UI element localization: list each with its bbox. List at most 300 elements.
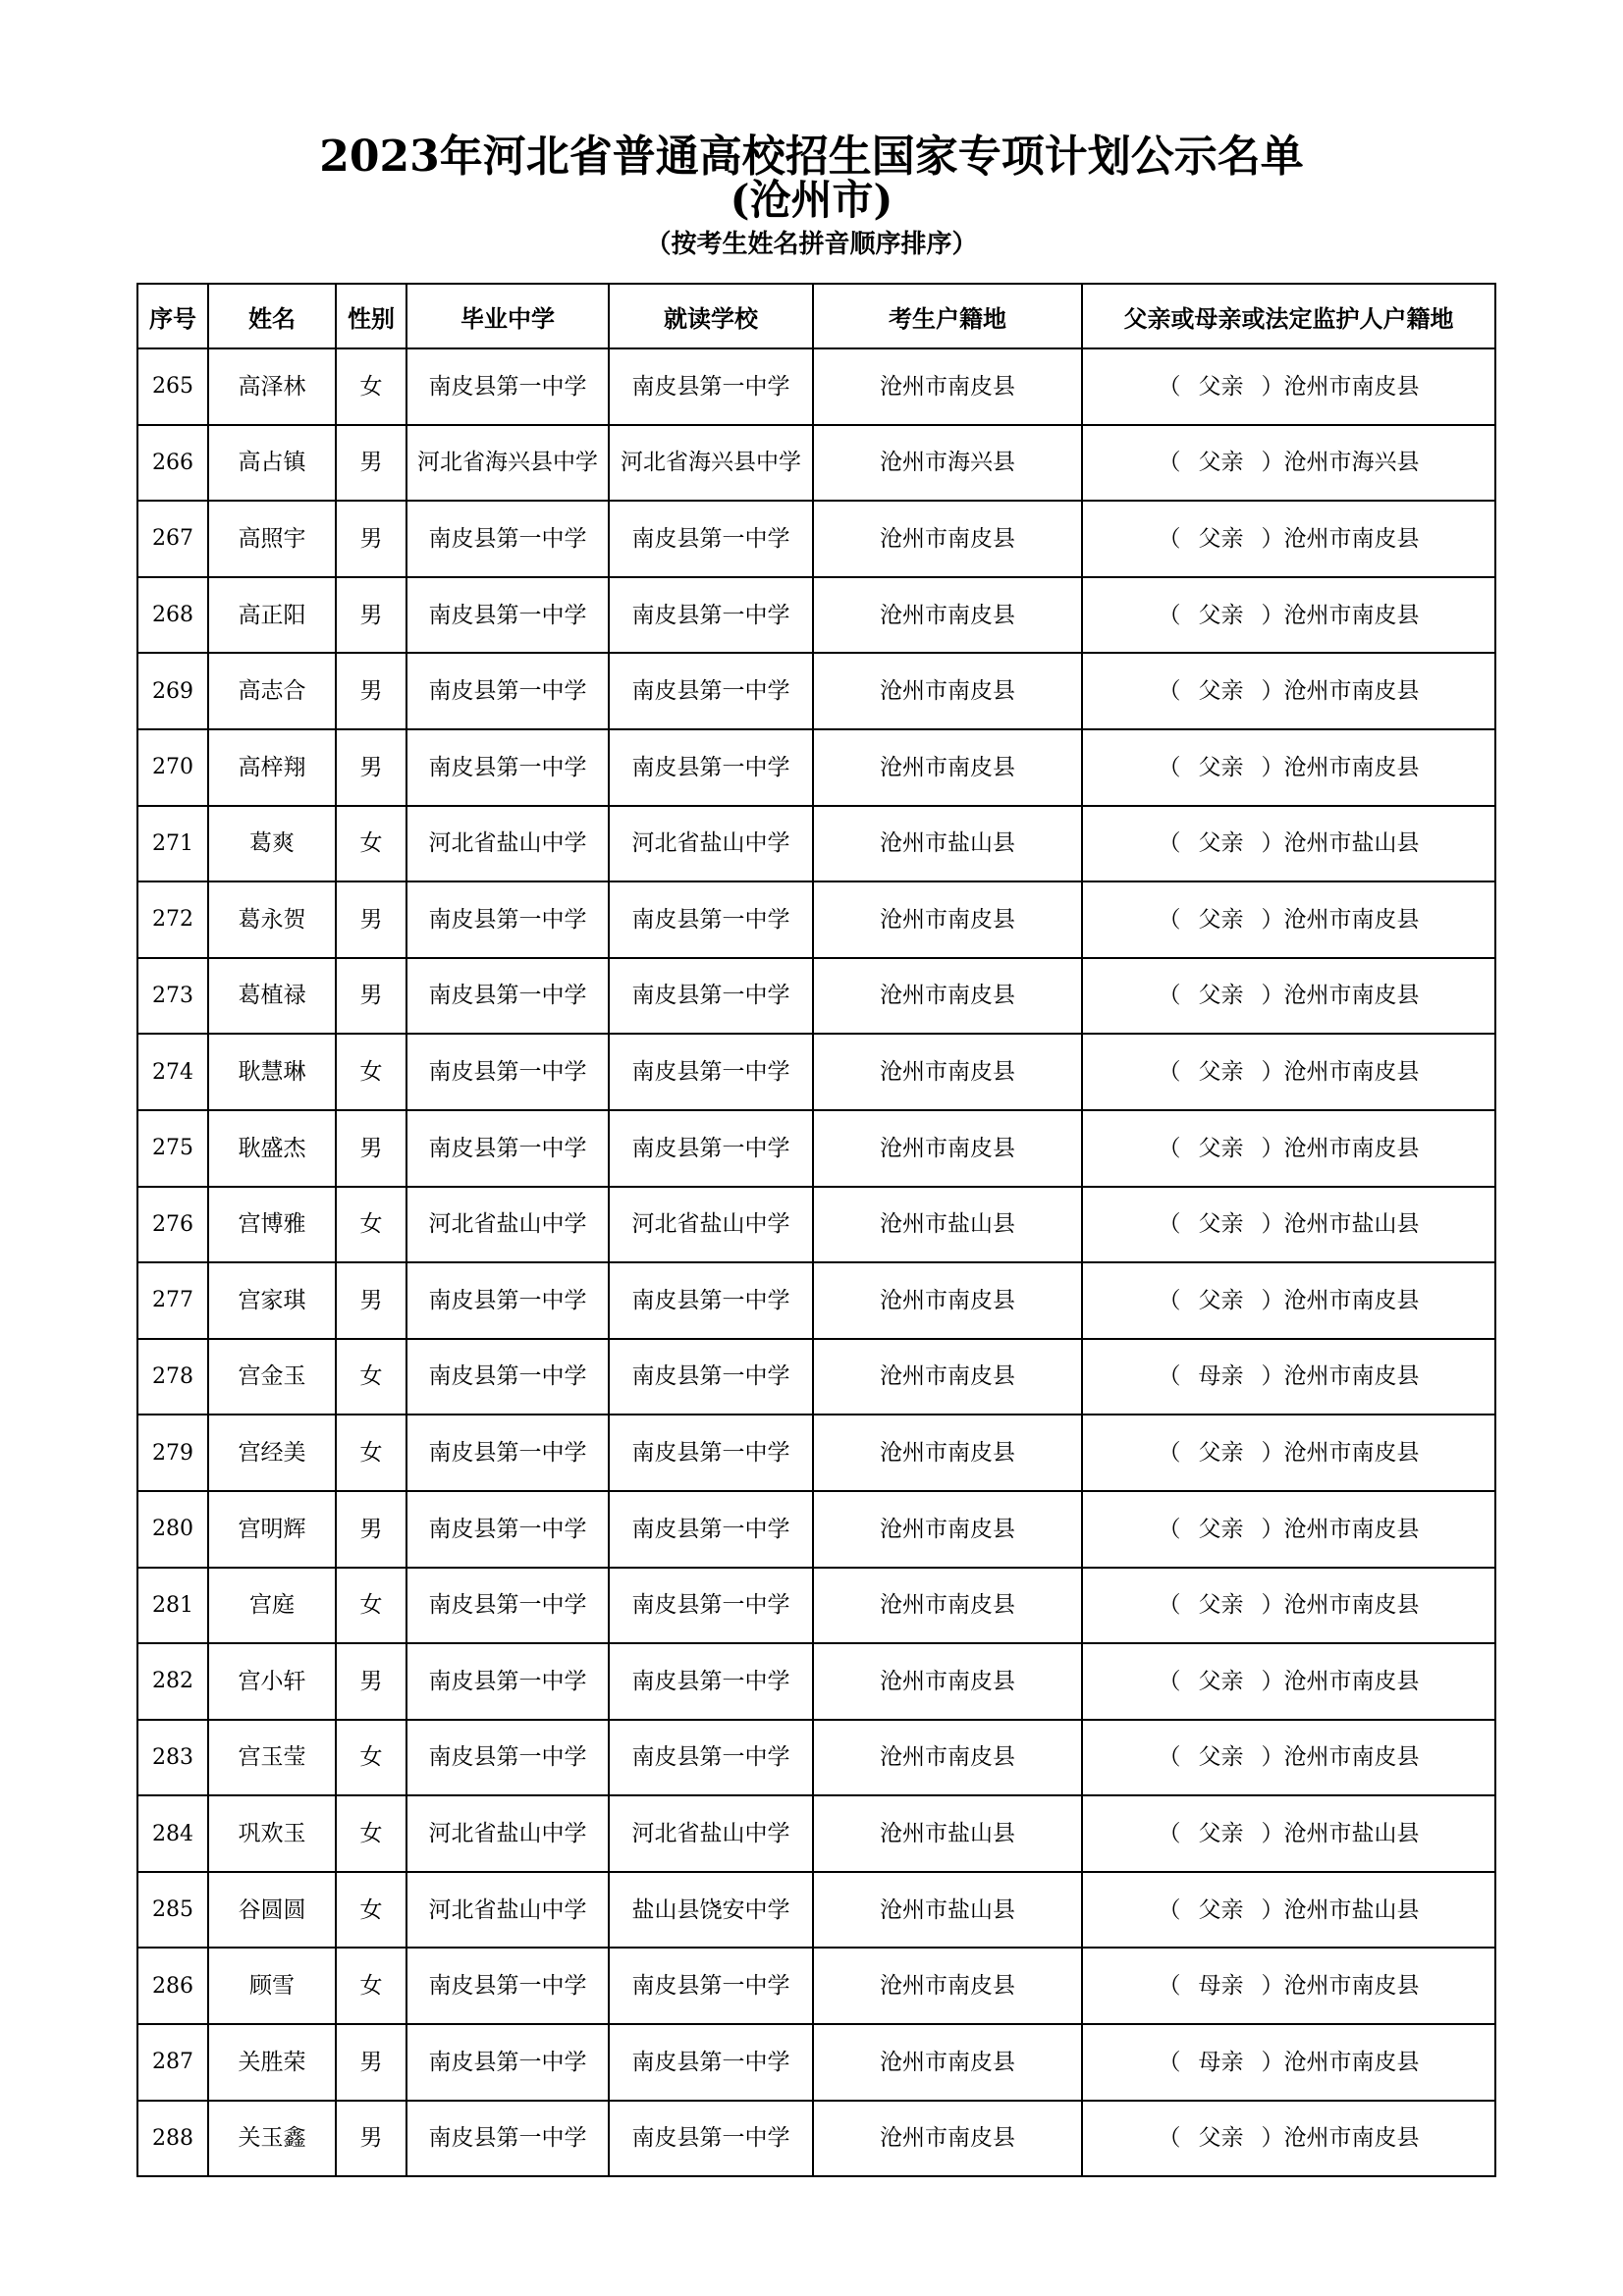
row-no-cell: 267	[137, 501, 208, 577]
guardian-relation: 父亲	[1198, 1821, 1244, 1846]
table-body	[137, 348, 1495, 2176]
row-name-cell: 高正阳	[208, 577, 336, 654]
row-no-cell: 281	[137, 1568, 208, 1644]
row-hukou-cell: 沧州市南皮县	[813, 1339, 1082, 1415]
row-hukou-cell: 沧州市南皮县	[813, 881, 1082, 958]
col-header-guardian-hukou: 父亲或母亲或法定监护人户籍地	[1082, 284, 1495, 348]
table-row	[137, 1262, 1495, 1339]
close-paren: ）	[1261, 1744, 1284, 1771]
guardian-hukou: 沧州市南皮县	[1283, 983, 1420, 1009]
open-paren: （	[1158, 1287, 1181, 1313]
row-name-cell: 宫经美	[208, 1415, 336, 1491]
open-paren: （	[1158, 754, 1181, 780]
table-row	[137, 881, 1495, 958]
row-hukou-cell: 沧州市南皮县	[813, 729, 1082, 806]
row-study-school-cell: 南皮县第一中学	[609, 1720, 813, 1796]
row-grad-school-cell: 河北省盐山中学	[406, 1187, 609, 1263]
row-grad-school-cell: 南皮县第一中学	[406, 1720, 609, 1796]
row-no-cell: 270	[137, 729, 208, 806]
open-paren: （	[1158, 1896, 1181, 1923]
row-no-cell: 266	[137, 425, 208, 502]
row-grad-school-cell: 南皮县第一中学	[406, 881, 609, 958]
guardian-hukou: 沧州市南皮县	[1283, 678, 1420, 705]
row-gender-cell: 男	[336, 577, 406, 654]
row-no-cell: 285	[137, 1872, 208, 1949]
page-subtitle: (沧州市)	[730, 176, 893, 224]
guardian-hukou: 沧州市南皮县	[1283, 1135, 1420, 1161]
table-row	[137, 1720, 1495, 1796]
row-grad-school-cell: 南皮县第一中学	[406, 501, 609, 577]
row-gender-cell: 男	[336, 425, 406, 502]
row-grad-school-cell: 南皮县第一中学	[406, 1110, 609, 1187]
row-guardian-hukou-cell	[1082, 577, 1495, 654]
guardian-hukou: 沧州市盐山县	[1283, 1211, 1420, 1238]
col-header-name: 姓名	[208, 284, 336, 348]
close-paren: ）	[1261, 754, 1284, 780]
row-guardian-hukou-cell	[1082, 881, 1495, 958]
open-paren: （	[1158, 1668, 1181, 1694]
row-guardian-hukou-cell	[1082, 2024, 1495, 2101]
row-hukou-cell: 沧州市盐山县	[813, 806, 1082, 882]
row-name-cell: 高泽林	[208, 348, 336, 425]
row-gender-cell: 男	[336, 1110, 406, 1187]
guardian-hukou: 沧州市南皮县	[1283, 1973, 1420, 2000]
row-guardian-hukou-cell	[1082, 806, 1495, 882]
row-gender-cell: 女	[336, 1795, 406, 1872]
guardian-relation: 父亲	[1198, 2125, 1244, 2152]
table-row	[137, 577, 1495, 654]
row-name-cell: 宫小轩	[208, 1643, 336, 1720]
close-paren: ）	[1261, 678, 1284, 705]
row-no-cell: 277	[137, 1262, 208, 1339]
guardian-hukou: 沧州市南皮县	[1283, 754, 1420, 780]
row-grad-school-cell: 南皮县第一中学	[406, 958, 609, 1035]
row-study-school-cell: 南皮县第一中学	[609, 1110, 813, 1187]
guardian-relation: 父亲	[1198, 754, 1244, 780]
row-gender-cell: 女	[336, 1415, 406, 1491]
row-guardian-hukou-cell	[1082, 1262, 1495, 1339]
row-gender-cell: 女	[336, 1187, 406, 1263]
row-grad-school-cell: 河北省盐山中学	[406, 806, 609, 882]
row-guardian-hukou-cell	[1082, 1415, 1495, 1491]
row-study-school-cell: 南皮县第一中学	[609, 1948, 813, 2024]
row-hukou-cell: 沧州市南皮县	[813, 1262, 1082, 1339]
row-guardian-hukou-cell	[1082, 1720, 1495, 1796]
close-paren: ）	[1261, 1973, 1284, 2000]
row-name-cell: 顾雪	[208, 1948, 336, 2024]
row-hukou-cell: 沧州市南皮县	[813, 1034, 1082, 1110]
row-study-school-cell: 南皮县第一中学	[609, 729, 813, 806]
row-no-cell: 284	[137, 1795, 208, 1872]
table-row	[137, 1948, 1495, 2024]
row-gender-cell: 男	[336, 2101, 406, 2177]
row-gender-cell: 男	[336, 2024, 406, 2101]
row-gender-cell: 女	[336, 806, 406, 882]
row-hukou-cell: 沧州市南皮县	[813, 501, 1082, 577]
table-row	[137, 2024, 1495, 2101]
open-paren: （	[1158, 1135, 1181, 1161]
guardian-relation: 母亲	[1198, 1363, 1244, 1390]
row-guardian-hukou-cell	[1082, 348, 1495, 425]
guardian-hukou: 沧州市南皮县	[1283, 1744, 1420, 1771]
guardian-hukou: 沧州市南皮县	[1283, 373, 1420, 400]
guardian-relation: 父亲	[1198, 1744, 1244, 1771]
close-paren: ）	[1261, 1287, 1284, 1313]
table-header-row	[137, 284, 1495, 348]
row-grad-school-cell: 南皮县第一中学	[406, 1339, 609, 1415]
row-hukou-cell: 沧州市南皮县	[813, 1110, 1082, 1187]
row-hukou-cell: 沧州市南皮县	[813, 1643, 1082, 1720]
row-grad-school-cell: 南皮县第一中学	[406, 1568, 609, 1644]
guardian-relation: 父亲	[1198, 678, 1244, 705]
guardian-relation: 父亲	[1198, 1516, 1244, 1542]
row-guardian-hukou-cell	[1082, 2101, 1495, 2177]
col-header-gender: 性别	[336, 284, 406, 348]
guardian-hukou: 沧州市南皮县	[1283, 906, 1420, 933]
guardian-hukou: 沧州市南皮县	[1283, 1516, 1420, 1542]
row-hukou-cell: 沧州市海兴县	[813, 425, 1082, 502]
row-grad-school-cell: 南皮县第一中学	[406, 1262, 609, 1339]
guardian-hukou: 沧州市南皮县	[1283, 1059, 1420, 1086]
row-guardian-hukou-cell	[1082, 729, 1495, 806]
open-paren: （	[1158, 1516, 1181, 1542]
open-paren: （	[1158, 983, 1181, 1009]
guardian-relation: 父亲	[1198, 1668, 1244, 1694]
row-gender-cell: 男	[336, 958, 406, 1035]
col-header-no: 序号	[137, 284, 208, 348]
close-paren: ）	[1261, 373, 1284, 400]
open-paren: （	[1158, 2125, 1181, 2152]
row-guardian-hukou-cell	[1082, 958, 1495, 1035]
col-header-study-school: 就读学校	[609, 284, 813, 348]
row-hukou-cell: 沧州市南皮县	[813, 2101, 1082, 2177]
row-guardian-hukou-cell	[1082, 425, 1495, 502]
table-row	[137, 1110, 1495, 1187]
row-grad-school-cell: 河北省海兴县中学	[406, 425, 609, 502]
guardian-relation: 父亲	[1198, 983, 1244, 1009]
guardian-relation: 父亲	[1198, 602, 1244, 628]
open-paren: （	[1158, 906, 1181, 933]
open-paren: （	[1158, 678, 1181, 705]
close-paren: ）	[1261, 983, 1284, 1009]
row-gender-cell: 男	[336, 1262, 406, 1339]
table-row	[137, 501, 1495, 577]
close-paren: ）	[1261, 830, 1284, 857]
guardian-hukou: 沧州市盐山县	[1283, 1821, 1420, 1846]
row-study-school-cell: 南皮县第一中学	[609, 1034, 813, 1110]
row-gender-cell: 女	[336, 1872, 406, 1949]
guardian-hukou: 沧州市南皮县	[1283, 1287, 1420, 1313]
row-study-school-cell: 南皮县第一中学	[609, 348, 813, 425]
row-gender-cell: 女	[336, 1948, 406, 2024]
row-grad-school-cell: 南皮县第一中学	[406, 1948, 609, 2024]
open-paren: （	[1158, 1059, 1181, 1086]
row-name-cell: 葛爽	[208, 806, 336, 882]
row-gender-cell: 男	[336, 1643, 406, 1720]
row-study-school-cell: 南皮县第一中学	[609, 1643, 813, 1720]
close-paren: ）	[1261, 1059, 1284, 1086]
row-hukou-cell: 沧州市南皮县	[813, 348, 1082, 425]
table-row	[137, 348, 1495, 425]
close-paren: ）	[1261, 1440, 1284, 1467]
row-name-cell: 耿盛杰	[208, 1110, 336, 1187]
row-grad-school-cell: 南皮县第一中学	[406, 729, 609, 806]
table-row	[137, 1795, 1495, 1872]
row-study-school-cell: 南皮县第一中学	[609, 958, 813, 1035]
guardian-hukou: 沧州市南皮县	[1283, 602, 1420, 628]
row-study-school-cell: 河北省海兴县中学	[609, 425, 813, 502]
guardian-relation: 父亲	[1198, 525, 1244, 552]
row-grad-school-cell: 河北省盐山中学	[406, 1872, 609, 1949]
table-row	[137, 653, 1495, 729]
row-name-cell: 宫博雅	[208, 1187, 336, 1263]
row-no-cell: 280	[137, 1491, 208, 1568]
table-row	[137, 425, 1495, 502]
open-paren: （	[1158, 1440, 1181, 1467]
row-study-school-cell: 南皮县第一中学	[609, 2101, 813, 2177]
row-hukou-cell: 沧州市盐山县	[813, 1872, 1082, 1949]
row-name-cell: 巩欢玉	[208, 1795, 336, 1872]
row-hukou-cell: 沧州市南皮县	[813, 1948, 1082, 2024]
row-name-cell: 宫明辉	[208, 1491, 336, 1568]
table-row	[137, 1339, 1495, 1415]
guardian-relation: 父亲	[1198, 1135, 1244, 1161]
close-paren: ）	[1261, 2049, 1284, 2075]
open-paren: （	[1158, 830, 1181, 857]
row-no-cell: 275	[137, 1110, 208, 1187]
row-name-cell: 宫金玉	[208, 1339, 336, 1415]
open-paren: （	[1158, 2049, 1181, 2075]
row-study-school-cell: 南皮县第一中学	[609, 1339, 813, 1415]
close-paren: ）	[1261, 1821, 1284, 1846]
row-gender-cell: 男	[336, 653, 406, 729]
row-study-school-cell: 河北省盐山中学	[609, 1795, 813, 1872]
open-paren: （	[1158, 525, 1181, 552]
close-paren: ）	[1261, 450, 1284, 476]
guardian-relation: 父亲	[1198, 1592, 1244, 1619]
guardian-hukou: 沧州市南皮县	[1283, 2125, 1420, 2152]
row-no-cell: 278	[137, 1339, 208, 1415]
table-row	[137, 729, 1495, 806]
close-paren: ）	[1261, 525, 1284, 552]
row-study-school-cell: 南皮县第一中学	[609, 577, 813, 654]
col-header-grad-school: 毕业中学	[406, 284, 609, 348]
close-paren: ）	[1261, 1516, 1284, 1542]
guardian-hukou: 沧州市南皮县	[1283, 1592, 1420, 1619]
close-paren: ）	[1261, 1896, 1284, 1923]
row-gender-cell: 女	[336, 1034, 406, 1110]
table-row	[137, 1491, 1495, 1568]
guardian-relation: 父亲	[1198, 830, 1244, 857]
row-name-cell: 关胜荣	[208, 2024, 336, 2101]
row-no-cell: 268	[137, 577, 208, 654]
row-guardian-hukou-cell	[1082, 1034, 1495, 1110]
table-row	[137, 1415, 1495, 1491]
close-paren: ）	[1261, 1668, 1284, 1694]
row-grad-school-cell: 南皮县第一中学	[406, 1415, 609, 1491]
row-name-cell: 高照宇	[208, 501, 336, 577]
row-guardian-hukou-cell	[1082, 1187, 1495, 1263]
row-gender-cell: 女	[336, 348, 406, 425]
row-hukou-cell: 沧州市南皮县	[813, 577, 1082, 654]
close-paren: ）	[1261, 2125, 1284, 2152]
row-no-cell: 265	[137, 348, 208, 425]
open-paren: （	[1158, 450, 1181, 476]
row-guardian-hukou-cell	[1082, 1110, 1495, 1187]
guardian-hukou: 沧州市海兴县	[1283, 450, 1420, 476]
table-row	[137, 1187, 1495, 1263]
row-study-school-cell: 盐山县饶安中学	[609, 1872, 813, 1949]
row-name-cell: 宫庭	[208, 1568, 336, 1644]
row-gender-cell: 女	[336, 1720, 406, 1796]
row-gender-cell: 女	[336, 1339, 406, 1415]
guardian-relation: 父亲	[1198, 1211, 1244, 1238]
row-guardian-hukou-cell	[1082, 1491, 1495, 1568]
row-no-cell: 272	[137, 881, 208, 958]
guardian-hukou: 沧州市南皮县	[1283, 1668, 1420, 1694]
row-guardian-hukou-cell	[1082, 1568, 1495, 1644]
row-guardian-hukou-cell	[1082, 501, 1495, 577]
row-guardian-hukou-cell	[1082, 1948, 1495, 2024]
table-row	[137, 958, 1495, 1035]
open-paren: （	[1158, 1592, 1181, 1619]
guardian-hukou: 沧州市盐山县	[1283, 830, 1420, 857]
row-no-cell: 288	[137, 2101, 208, 2177]
student-list-table	[136, 283, 1496, 2177]
row-no-cell: 274	[137, 1034, 208, 1110]
guardian-hukou: 沧州市南皮县	[1283, 1440, 1420, 1467]
row-study-school-cell: 南皮县第一中学	[609, 653, 813, 729]
row-grad-school-cell: 南皮县第一中学	[406, 653, 609, 729]
close-paren: ）	[1261, 906, 1284, 933]
open-paren: （	[1158, 602, 1181, 628]
row-name-cell: 耿慧琳	[208, 1034, 336, 1110]
open-paren: （	[1158, 1744, 1181, 1771]
row-study-school-cell: 南皮县第一中学	[609, 1415, 813, 1491]
table-row	[137, 1872, 1495, 1949]
guardian-hukou: 沧州市南皮县	[1283, 525, 1420, 552]
row-study-school-cell: 南皮县第一中学	[609, 881, 813, 958]
guardian-hukou: 沧州市南皮县	[1283, 2049, 1420, 2075]
row-no-cell: 286	[137, 1948, 208, 2024]
row-name-cell: 关玉鑫	[208, 2101, 336, 2177]
guardian-relation: 父亲	[1198, 1896, 1244, 1923]
open-paren: （	[1158, 1973, 1181, 2000]
row-name-cell: 宫家琪	[208, 1262, 336, 1339]
row-study-school-cell: 南皮县第一中学	[609, 1491, 813, 1568]
row-hukou-cell: 沧州市南皮县	[813, 1415, 1082, 1491]
row-name-cell: 宫玉莹	[208, 1720, 336, 1796]
row-no-cell: 269	[137, 653, 208, 729]
close-paren: ）	[1261, 1135, 1284, 1161]
row-name-cell: 高梓翔	[208, 729, 336, 806]
guardian-relation: 父亲	[1198, 1440, 1244, 1467]
row-gender-cell: 女	[336, 1568, 406, 1644]
row-gender-cell: 男	[336, 1491, 406, 1568]
row-grad-school-cell: 南皮县第一中学	[406, 348, 609, 425]
row-guardian-hukou-cell	[1082, 1872, 1495, 1949]
row-guardian-hukou-cell	[1082, 1339, 1495, 1415]
row-grad-school-cell: 南皮县第一中学	[406, 2101, 609, 2177]
row-no-cell: 271	[137, 806, 208, 882]
col-header-hukou: 考生户籍地	[813, 284, 1082, 348]
row-grad-school-cell: 南皮县第一中学	[406, 2024, 609, 2101]
row-no-cell: 276	[137, 1187, 208, 1263]
guardian-relation: 父亲	[1198, 1287, 1244, 1313]
guardian-relation: 父亲	[1198, 1059, 1244, 1086]
row-no-cell: 279	[137, 1415, 208, 1491]
row-study-school-cell: 南皮县第一中学	[609, 1568, 813, 1644]
open-paren: （	[1158, 1821, 1181, 1846]
row-no-cell: 283	[137, 1720, 208, 1796]
table-row	[137, 1568, 1495, 1644]
row-hukou-cell: 沧州市盐山县	[813, 1795, 1082, 1872]
table-row	[137, 1034, 1495, 1110]
guardian-hukou: 沧州市盐山县	[1283, 1896, 1420, 1923]
row-grad-school-cell: 南皮县第一中学	[406, 1643, 609, 1720]
close-paren: ）	[1261, 1211, 1284, 1238]
row-no-cell: 282	[137, 1643, 208, 1720]
row-name-cell: 葛植禄	[208, 958, 336, 1035]
row-gender-cell: 男	[336, 729, 406, 806]
row-name-cell: 葛永贺	[208, 881, 336, 958]
row-study-school-cell: 河北省盐山中学	[609, 806, 813, 882]
row-hukou-cell: 沧州市南皮县	[813, 1720, 1082, 1796]
guardian-relation: 父亲	[1198, 906, 1244, 933]
open-paren: （	[1158, 373, 1181, 400]
row-gender-cell: 男	[336, 881, 406, 958]
guardian-relation: 母亲	[1198, 1973, 1244, 2000]
row-grad-school-cell: 河北省盐山中学	[406, 1795, 609, 1872]
row-guardian-hukou-cell	[1082, 1795, 1495, 1872]
row-name-cell: 高占镇	[208, 425, 336, 502]
row-study-school-cell: 南皮县第一中学	[609, 2024, 813, 2101]
row-grad-school-cell: 南皮县第一中学	[406, 1491, 609, 1568]
guardian-hukou: 沧州市南皮县	[1283, 1363, 1420, 1390]
row-grad-school-cell: 南皮县第一中学	[406, 577, 609, 654]
page-title: 2023年河北省普通高校招生国家专项计划公示名单	[319, 132, 1304, 182]
sort-note: （按考生姓名拼音顺序排序）	[645, 230, 978, 259]
table-row	[137, 1643, 1495, 1720]
row-study-school-cell: 南皮县第一中学	[609, 1262, 813, 1339]
row-grad-school-cell: 南皮县第一中学	[406, 1034, 609, 1110]
table-row	[137, 806, 1495, 882]
row-guardian-hukou-cell	[1082, 1643, 1495, 1720]
open-paren: （	[1158, 1363, 1181, 1390]
row-guardian-hukou-cell	[1082, 653, 1495, 729]
row-study-school-cell: 南皮县第一中学	[609, 501, 813, 577]
guardian-relation: 父亲	[1198, 450, 1244, 476]
row-no-cell: 273	[137, 958, 208, 1035]
row-gender-cell: 男	[336, 501, 406, 577]
row-hukou-cell: 沧州市南皮县	[813, 1568, 1082, 1644]
guardian-relation: 父亲	[1198, 373, 1244, 400]
row-hukou-cell: 沧州市南皮县	[813, 958, 1082, 1035]
table-row	[137, 2101, 1495, 2177]
row-study-school-cell: 河北省盐山中学	[609, 1187, 813, 1263]
row-name-cell: 谷圆圆	[208, 1872, 336, 1949]
row-hukou-cell: 沧州市南皮县	[813, 1491, 1082, 1568]
row-no-cell: 287	[137, 2024, 208, 2101]
close-paren: ）	[1261, 1592, 1284, 1619]
row-hukou-cell: 沧州市盐山县	[813, 1187, 1082, 1263]
guardian-relation: 母亲	[1198, 2049, 1244, 2075]
row-hukou-cell: 沧州市南皮县	[813, 653, 1082, 729]
open-paren: （	[1158, 1211, 1181, 1238]
row-hukou-cell: 沧州市南皮县	[813, 2024, 1082, 2101]
row-name-cell: 高志合	[208, 653, 336, 729]
close-paren: ）	[1261, 1363, 1284, 1390]
